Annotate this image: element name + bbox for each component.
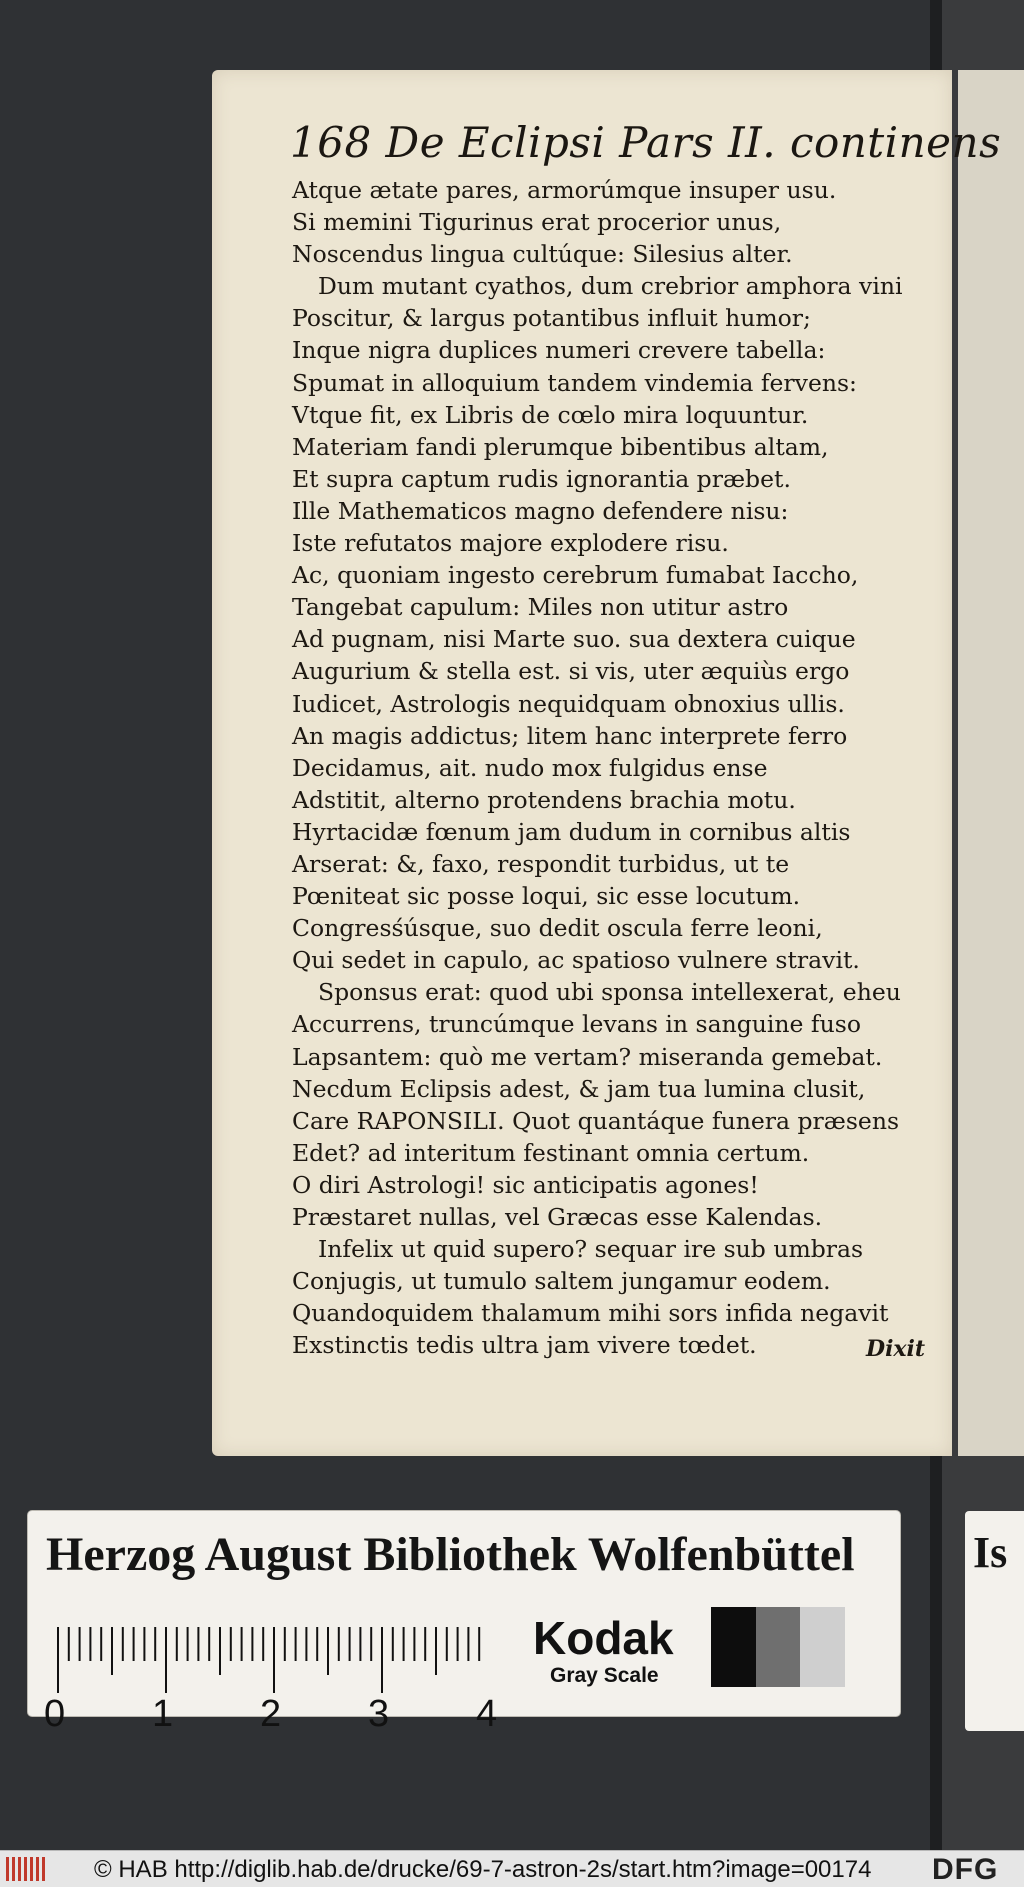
verse-line: Congresśúsque, suo dedit oscula ferre leoni, <box>292 914 823 943</box>
verse-line: Dum mutant cyathos, dum crebrior amphora vini <box>318 272 903 301</box>
verse-line: Necdum Eclipsis adest, & jam tua lumina clusit, <box>292 1074 866 1103</box>
verse-line: Edet? ad interitum festinant omnia certum. <box>292 1138 810 1167</box>
verse-line: Noscendus lingua cultúque: Silesius alter. <box>292 240 793 269</box>
scale-number: 4 <box>476 1693 498 1735</box>
verse-line: An magis addictus; litem hanc interprete ferro <box>292 721 848 750</box>
verse-line: Augurium & stella est. si vis, uter æquiùs ergo <box>292 657 850 686</box>
verse-line: Care RAPONSILI. Quot quantáque funera præsens <box>292 1106 900 1135</box>
gray-swatch <box>756 1607 801 1687</box>
scale-number: 2 <box>260 1693 282 1735</box>
second-color-card <box>965 1511 1024 1731</box>
verse-line: Vtque fit, ex Libris de cœlo mira loquuntur. <box>292 400 809 429</box>
scale-number: 1 <box>152 1693 174 1735</box>
scale-number: 0 <box>44 1693 66 1735</box>
verse-line: Conjugis, ut tumulo saltem jungamur eodem. <box>292 1267 831 1296</box>
verse-line: Pœniteat sic posse loqui, sic esse locutum. <box>292 882 801 911</box>
verse-line: Adstitit, alterno protendens brachia motu. <box>292 785 796 814</box>
verse-line: Præstaret nullas, vel Græcas esse Kalendas. <box>292 1203 823 1231</box>
verse-line: Infelix ut quid superο? sequar ire sub umbras <box>318 1235 864 1264</box>
barcode-logo-icon <box>6 1857 48 1881</box>
page-header: 168 De Eclipsi Pars II. continens <box>290 118 1002 167</box>
verse-line: Exstinctis tedis ultra jam vivere tœdet. <box>292 1331 757 1360</box>
verse-line: O diri Astrologi! sic anticipatis agones! <box>292 1170 759 1199</box>
second-card-text: Is <box>973 1528 1008 1577</box>
verse-line: Tangebat capulum: Miles non utitur astro <box>292 593 789 622</box>
verse-line: Iste refutatos majore explodere risu. <box>292 529 729 558</box>
verse-line: Qui sedet in capulo, ac spatioso vulnere stravit. <box>292 946 860 975</box>
verse-line: Accurrens, truncúmque levans in sanguine fuso <box>292 1010 861 1039</box>
verse-line: Ad pugnam, nisi Marte suo. sua dextera cuique <box>292 625 856 654</box>
verse-line: Inque nigra duplices numeri crevere tabella: <box>292 336 826 365</box>
verse-line: Decidamus, ait. nudo mox fulgidus ense <box>292 753 768 782</box>
verse-line: Spumat in alloquium tandem vindemia fervens: <box>292 368 857 397</box>
verse-line: Arserat: &, faxo, respondit turbidus, ut te <box>292 849 790 878</box>
kodak-logo: Kodak <box>533 1612 674 1664</box>
facing-page-edge <box>958 70 1024 1456</box>
scale-number: 3 <box>368 1693 390 1735</box>
verse-line: Ille Mathematicos magno defendere nisu: <box>292 496 789 525</box>
verse-line: Et supra captum rudis ignorantia præbet. <box>292 464 791 493</box>
gray-scale-caption: Gray Scale <box>550 1664 659 1687</box>
verse-line: Hyrtacidæ fœnum jam dudum in cornibus altis <box>292 817 851 846</box>
verse-line: Sponsus erat: quod ubi sponsa intellexerat, eheu <box>318 978 901 1007</box>
verse-line: Ac, quoniam ingesto cerebrum fumabat Iaccho, <box>292 561 859 590</box>
verse-line: Materiam fandi plerumque bibentibus altam, <box>292 432 829 461</box>
gray-swatches <box>711 1607 845 1687</box>
verse-line: Si memini Tigurinus erat procerior unus, <box>292 208 782 237</box>
verse-line: Atque ætate pares, armorúmque insuper usu. <box>292 176 837 204</box>
verse-line: Quandoquidem thalamum mihi sors infida negavit <box>292 1299 889 1328</box>
library-name: Herzog August Bibliothek Wolfenbüttel <box>46 1528 855 1581</box>
catchword: Dixit <box>866 1336 926 1362</box>
verse-line: Iudicet, Astrologis nequidquam obnoxius ullis. <box>292 689 845 718</box>
gray-swatch <box>800 1607 845 1687</box>
verse-text <box>292 174 952 1361</box>
footer-copyright-link[interactable]: © HAB http://diglib.hab.de/drucke/69-7-astron-2s/start.htm?image=00174 <box>94 1856 872 1883</box>
dfg-logo: DFG <box>932 1853 999 1886</box>
ruler-scale <box>48 1627 488 1697</box>
verse-line: Poscitur, & largus potantibus influit humor; <box>292 304 811 333</box>
library-color-target-card <box>28 1511 900 1735</box>
gray-swatch <box>711 1607 756 1687</box>
verse-line: Lapsantem: quò me vertam? miseranda gemebat. <box>292 1042 883 1071</box>
footer-bar <box>0 1850 1024 1887</box>
